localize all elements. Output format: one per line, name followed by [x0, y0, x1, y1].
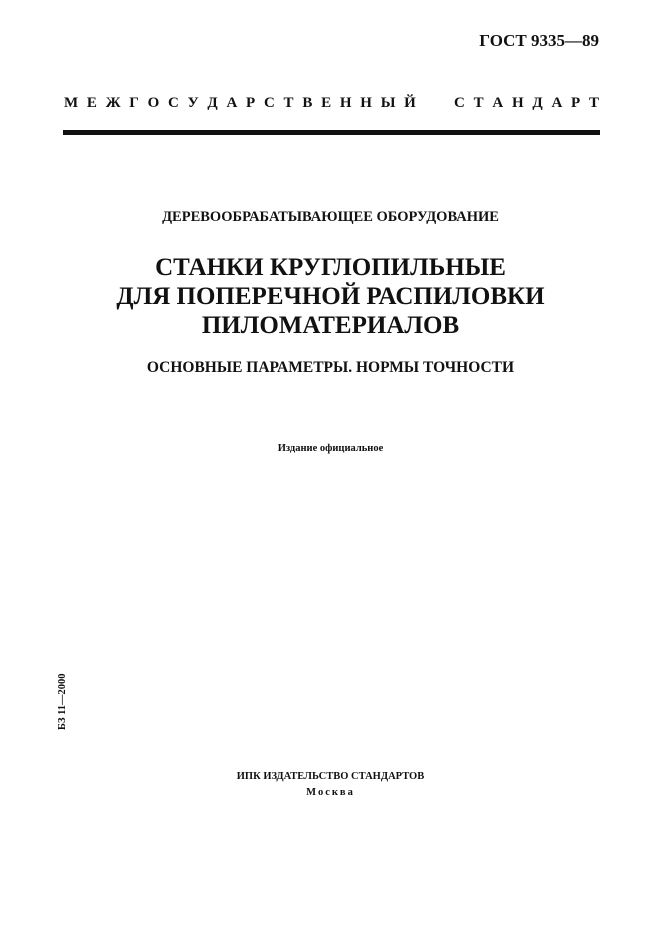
standard-type-letter: С [454, 95, 465, 111]
standard-type-letter: Й [404, 95, 416, 111]
standard-type-letter: С [168, 95, 179, 111]
publisher: ИПК ИЗДАТЕЛЬСТВО СТАНДАРТОВ [236, 771, 425, 782]
gost-number: ГОСТ 9335—89 [479, 31, 599, 50]
header-rule [63, 130, 600, 135]
standard-type-letter: В [302, 95, 313, 111]
standard-type-letter: С [263, 95, 275, 111]
standard-type-letter: Р [571, 95, 581, 111]
side-code: БЗ 11—2000 [57, 673, 68, 730]
standard-type-word-1 [64, 95, 416, 112]
standard-type-letter: Ж [105, 95, 121, 111]
standard-type-letter: Н [360, 95, 372, 111]
standard-type-letter: А [551, 95, 563, 111]
standard-type-letter: О [147, 95, 160, 111]
subtitle: ОСНОВНЫЕ ПАРАМЕТРЫ. НОРМЫ ТОЧНОСТИ [146, 359, 515, 376]
category-heading: ДЕРЕВООБРАБАТЫВАЮЩЕЕ ОБОРУДОВАНИЕ [162, 209, 499, 225]
standard-type-letter: А [226, 95, 238, 111]
standard-type-letter: Д [207, 95, 218, 111]
standard-type-letter: Ы [380, 95, 396, 111]
standard-type-word-2 [454, 95, 599, 112]
standard-type-letter: Е [321, 95, 332, 111]
standard-type-letter: Т [588, 95, 599, 111]
standard-type-letter: Д [532, 95, 543, 111]
standard-type-letter: М [64, 95, 79, 111]
main-title [0, 253, 661, 340]
standard-type-letter: Г [129, 95, 139, 111]
standard-type-letter: Р [246, 95, 256, 111]
standard-type-letter: Т [473, 95, 484, 111]
standard-type-heading [64, 95, 599, 112]
main-title-line: ПИЛОМАТЕРИАЛОВ [201, 312, 460, 339]
standard-type-letter: Н [339, 95, 352, 111]
main-title-line: СТАНКИ КРУГЛОПИЛЬНЫЕ [155, 254, 506, 281]
standard-type-letter: Е [86, 95, 97, 111]
standard-type-letter: Т [283, 95, 294, 111]
main-title-line: ДЛЯ ПОПЕРЕЧНОЙ РАСПИЛОВКИ [116, 283, 545, 310]
standard-type-letter: Н [511, 95, 524, 111]
edition-note: Издание официальное [277, 443, 384, 454]
standard-type-letter: А [492, 95, 504, 111]
standard-type-letter: У [187, 95, 199, 111]
publisher-city: Москва [306, 787, 355, 798]
